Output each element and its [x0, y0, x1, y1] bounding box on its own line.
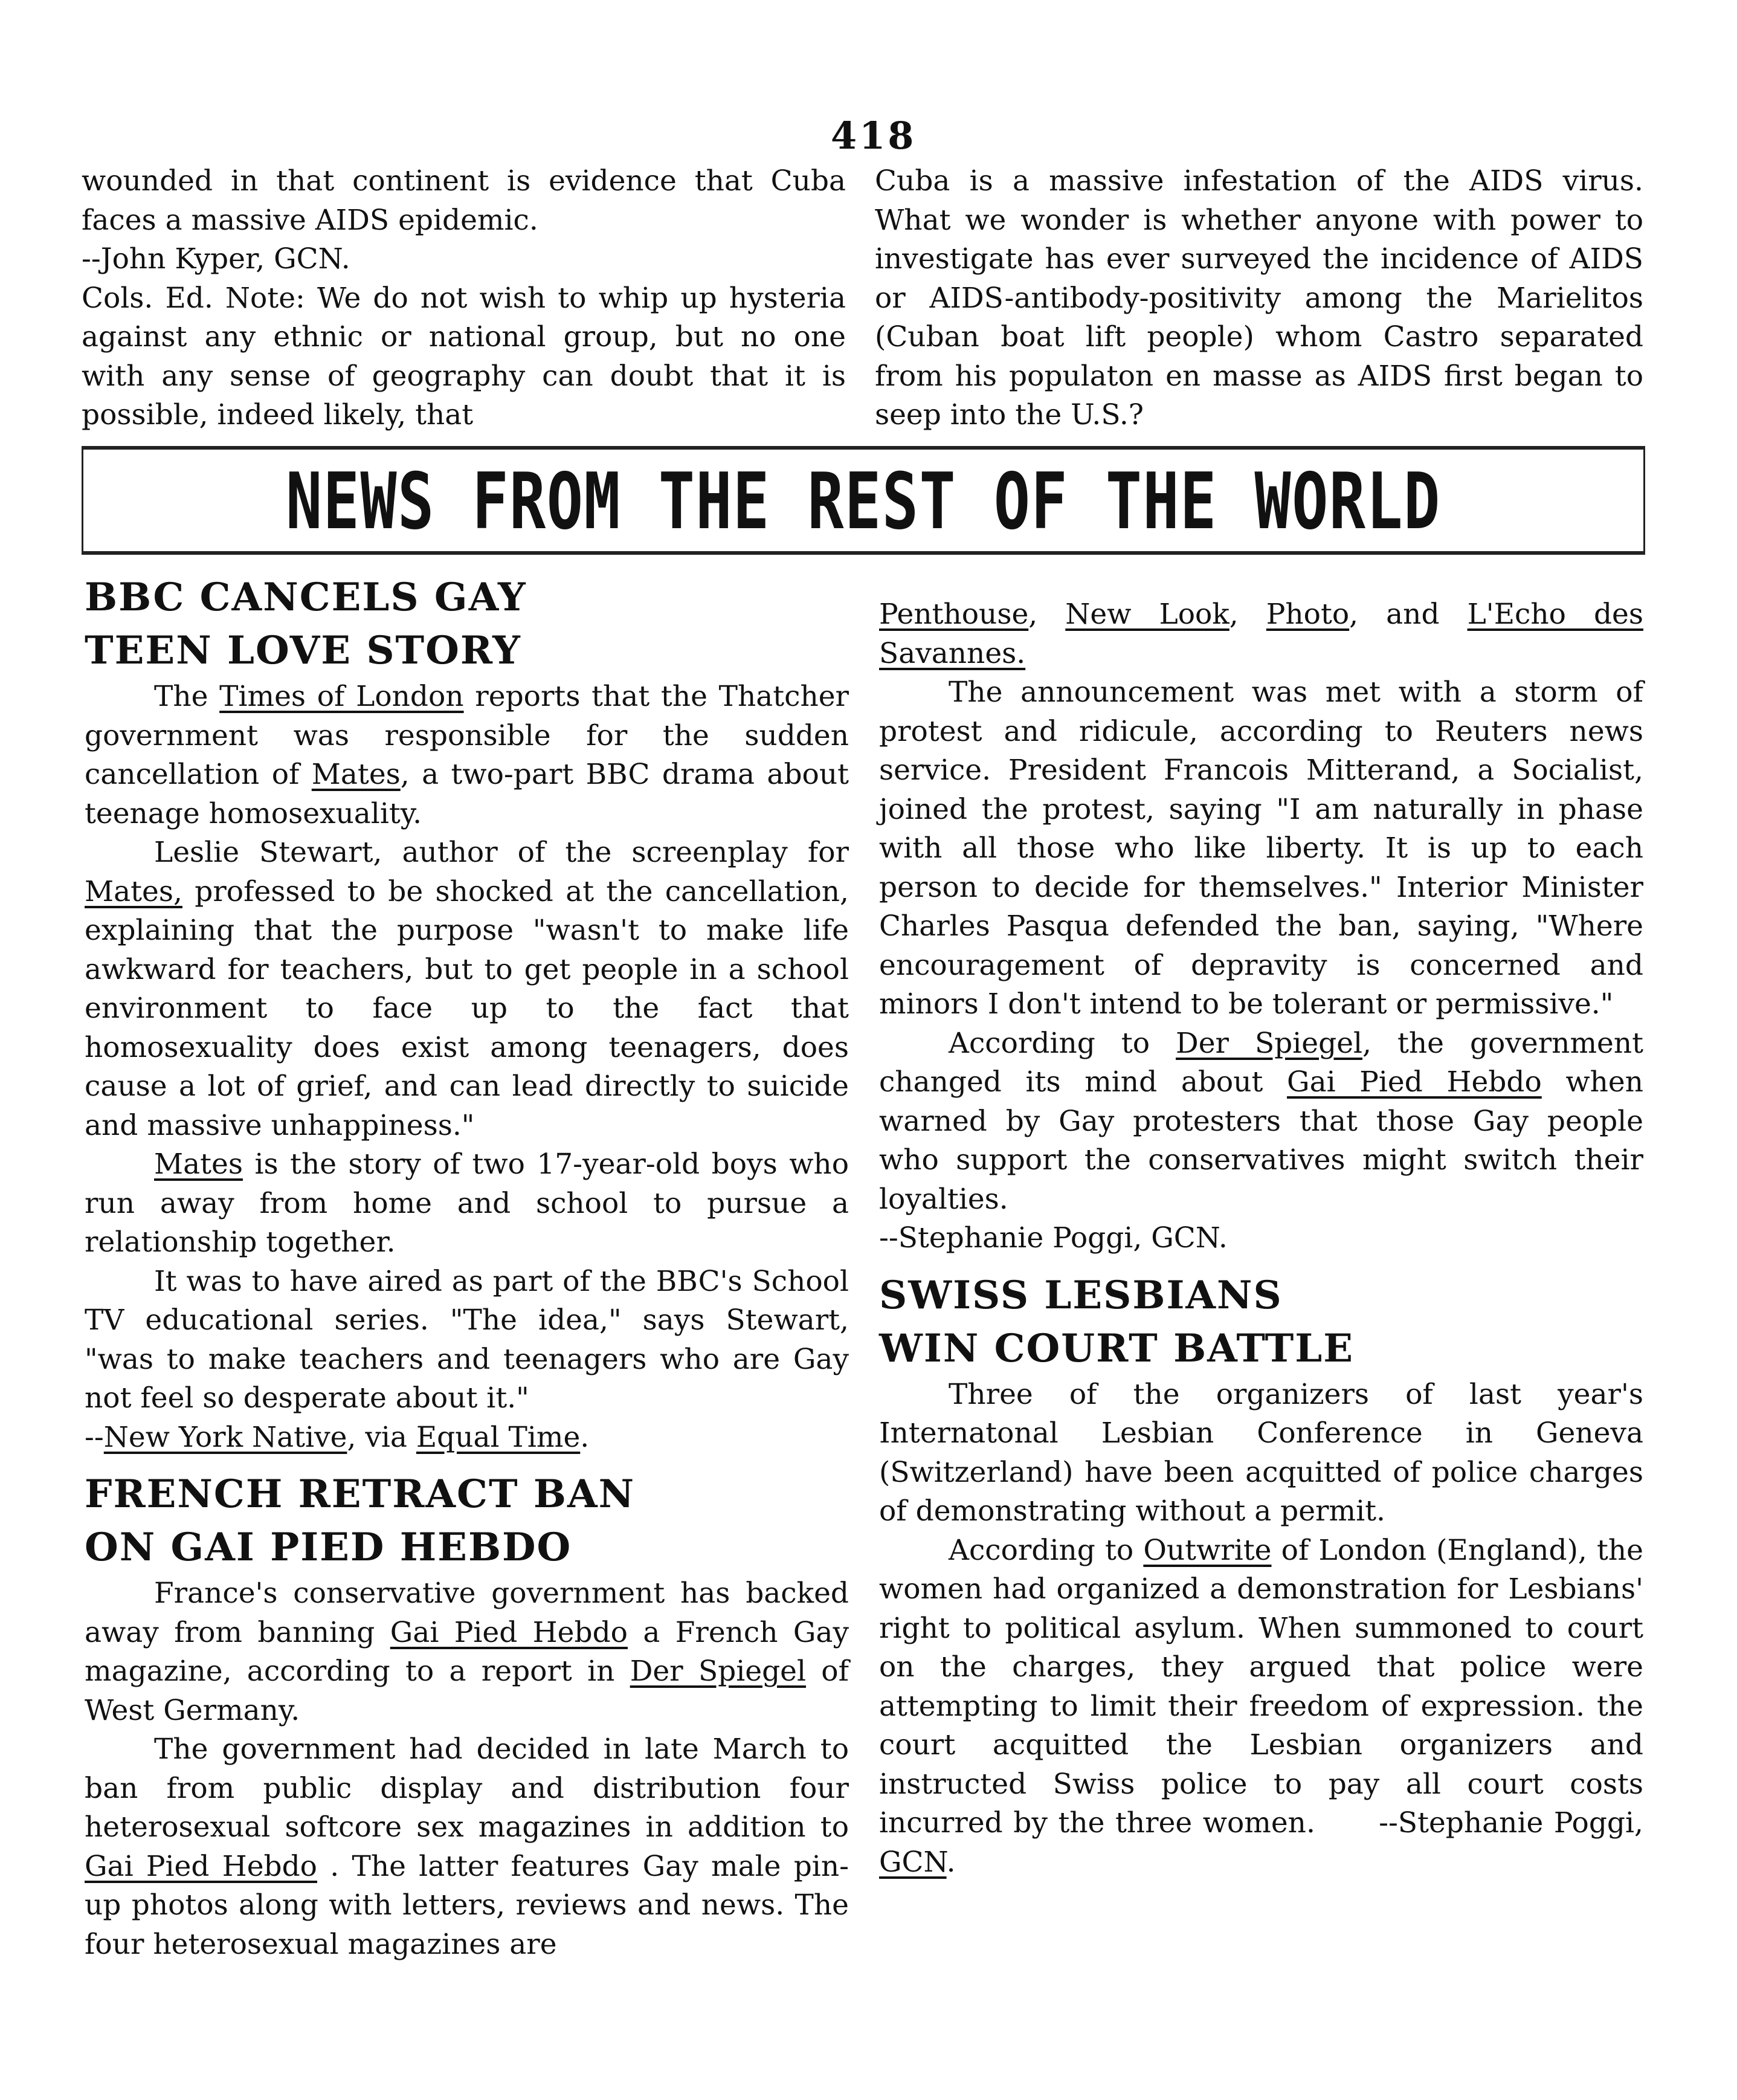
paragraph [85, 833, 849, 1145]
text: a French Gay magazine, according to a report in [85, 1615, 849, 1688]
headline-line: FRENCH RETRACT BAN [85, 1472, 636, 1517]
text: According to [949, 1026, 1176, 1060]
program-title: Mates [154, 1148, 243, 1181]
page-number: 418 [831, 114, 917, 158]
paragraph [85, 1730, 849, 1964]
text: , the government changed its mind about [879, 1026, 1643, 1099]
headline-line: ON GAI PIED HEBDO [85, 1525, 572, 1570]
article-swiss [879, 1269, 1652, 1882]
text: The government had decided in late March to ban from public display and distribution four heterosexual softcore sex magazines in addition to [85, 1733, 849, 1844]
section-title: NEWS FROM THE REST OF THE WORLD [286, 457, 1441, 547]
paragraph [879, 1531, 1652, 1882]
continued-article-right-column [875, 162, 1643, 435]
article-headline [85, 1468, 849, 1574]
headline-line: TEEN LOVE STORY [85, 628, 521, 673]
headline-line: WIN COURT BATTLE [879, 1325, 1355, 1371]
article-headline [879, 1269, 1643, 1375]
program-title: Mates, [85, 874, 182, 908]
continued-article-left-column [82, 162, 846, 435]
text: . The latter features Gay male pin-up photos along with letters, reviews and news. The four heterosexual magazines are [85, 1849, 849, 1961]
source-title: New York Native [103, 1420, 347, 1454]
source-title: Equal Time [416, 1420, 581, 1454]
publication-title: Outwrite [1143, 1533, 1272, 1567]
paragraph-continued [879, 595, 1643, 673]
text: The [154, 680, 220, 713]
text: , via [347, 1420, 416, 1454]
paragraph: Cuba is a massive infestation of the AIDS virus. What we wonder is whether anyone with power to investigate has ever surveyed the incidence of AIDS or AIDS-antibody-positivity among the Marielitos (Cuban boat lift people) whom Castro separated from his populaton en masse as AIDS first began to seep into the U.S.? [875, 164, 1643, 431]
text: professed to be shocked at the cancellation, explaining that the purpose "wasn't to make life awkward for teachers, but to get people in a school environment to face up to the fact that homosexuality does exist among teenagers, does cause a lot of grief, and can lead directly to suicide and massive unhappiness." [85, 874, 849, 1142]
publication-title: Penthouse [879, 598, 1029, 631]
paragraph: wounded in that continent is evidence that Cuba faces a massive AIDS epidemic. [82, 164, 846, 237]
program-title: Mates [311, 758, 401, 791]
paragraph [85, 1574, 849, 1730]
publication-title: Photo [1266, 598, 1350, 631]
paragraph [879, 1024, 1643, 1220]
text: . [580, 1420, 590, 1454]
headline-line: BBC CANCELS GAY [85, 575, 527, 620]
article-french [85, 1468, 849, 1964]
text: when warned by Gay protesters that those Gay people who support the conservatives might switch their loyalties. [879, 1065, 1643, 1216]
paragraph [85, 677, 849, 833]
article-headline [85, 571, 849, 677]
text: France's conservative government has backed away from banning [85, 1577, 849, 1649]
text: of London (England), the women had organized a demonstration for Lesbians' right to political asylum. When summoned to court on the charges, they argued that police were attempting to limit their freedom of expression. the court acquitted the Lesbian organizers and instructed Swiss police to pay all court costs incurred by the three women. --Stephanie Poggi, [879, 1533, 1652, 1840]
text: , [1229, 598, 1266, 631]
publication-title: New Look [1065, 598, 1229, 631]
text: of West Germany. [85, 1655, 849, 1727]
publication-title: Der Spiegel [630, 1655, 807, 1688]
publication-title: Gai Pied Hebdo [1287, 1065, 1542, 1099]
text: , [1028, 598, 1066, 631]
byline: --Stephanie Poggi, GCN. [879, 1221, 1228, 1255]
headline-line: SWISS LESBIANS [879, 1272, 1283, 1318]
left-column [85, 571, 849, 1964]
paragraph: It was to have aired as part of the BBC's School TV educational series. "The idea," says Stewart, "was to make teachers and teenagers who are Gay not feel so desperate about it." [85, 1264, 849, 1415]
byline: --John Kyper, GCN. [82, 242, 350, 276]
text: , a two-part BBC drama about teenage homosexuality. [85, 758, 849, 830]
text: -- [85, 1420, 104, 1454]
article-bbc [85, 571, 849, 1457]
paragraph: Three of the organizers of last year's Internatonal Lesbian Conference in Geneva (Switzerland) have been acquitted of police charges of demonstrating without a permit. [879, 1377, 1643, 1528]
publication-title: Gai Pied Hebdo [390, 1615, 628, 1649]
text: reports that the Thatcher government was responsible for the sudden cancellation of [85, 680, 849, 791]
publication-title: GCN [879, 1845, 947, 1879]
publication-title: Times of London [219, 680, 464, 713]
text: According to [949, 1533, 1144, 1567]
byline [85, 1418, 849, 1458]
text: . [946, 1845, 956, 1879]
publication-title: Der Spiegel [1176, 1026, 1363, 1060]
right-column [879, 595, 1652, 1882]
publication-title: Gai Pied Hebdo [85, 1849, 317, 1883]
section-banner [82, 446, 1645, 555]
paragraph: The announcement was met with a storm of protest and ridicule, according to Reuters news service. President Francois Mitterand, a Socialist, joined the protest, saying "I am naturally in phase with all those who like liberty. It is up to each person to decide for themselves." Interior Minister Charles Pasqua defended the ban, saying, "Where encouragement of depravity is concerned and minors I don't intend to be tolerant or permissive." [879, 676, 1643, 1021]
editor-note: Cols. Ed. Note: We do not wish to whip up hysteria against any ethnic or national group, but no one with any sense of geography can doubt that it is possible, indeed likely, that [82, 281, 846, 431]
text: , and [1349, 598, 1468, 631]
text: Leslie Stewart, author of the screenplay for [154, 836, 849, 869]
publication-title: L'Echo des Savannes. [879, 598, 1643, 670]
paragraph [85, 1145, 849, 1262]
text: is the story of two 17-year-old boys who run away from home and school to pursue a relationship together. [85, 1148, 849, 1259]
